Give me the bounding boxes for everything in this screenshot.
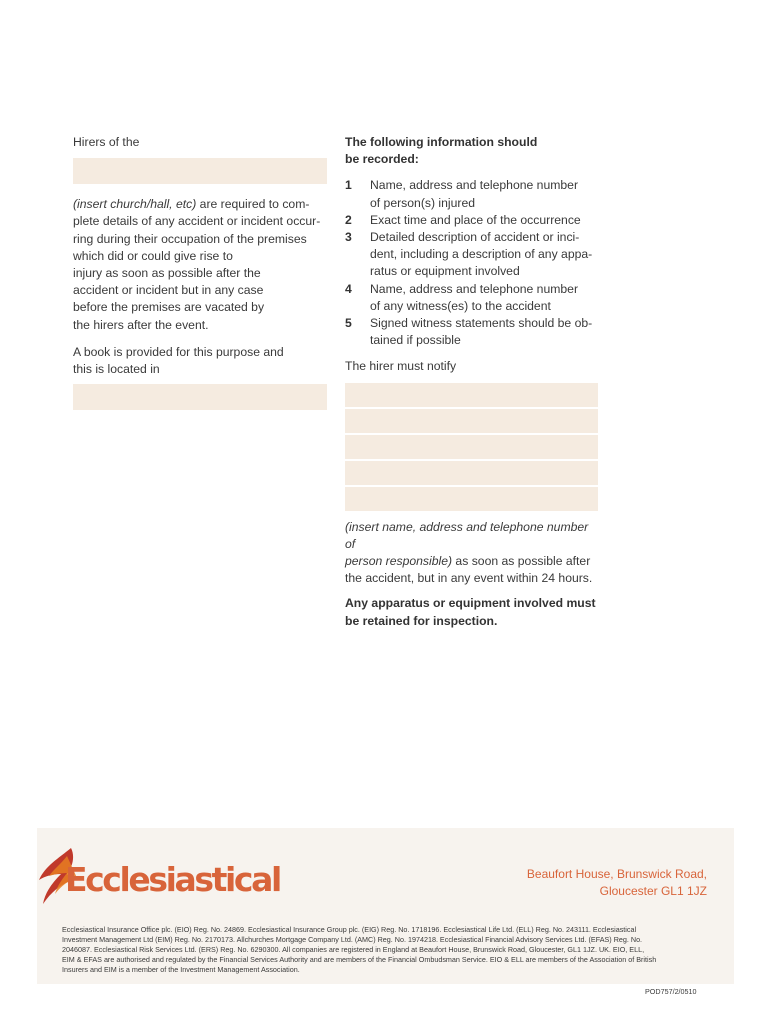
notify-instructions: (insert name, address and telephone number of person responsible) as soon as possible after the accident, but in any event within 24 hours. (345, 519, 593, 586)
ecclesiastical-logo (37, 846, 317, 906)
info-heading: The following information should be recorded: (345, 135, 538, 167)
legal-notice: Ecclesiastical Insurance Office plc. (EIO) Reg. No. 24869. Ecclesiastical Insurance Group plc. (EIG) Reg. No. 1718196. Ecclesiastical Life Ltd. (ELL) Reg. No. 243111. Ecclesiastical Investment Management Ltd (EIM) Reg. No. 2170173. Allchurches Mortgage Company Ltd. (AMC) Reg. No. 1974218. Ecclesiastical Financial Advisory Services Ltd. (EFAS) Reg. No. 2046087. Ecclesiastical Risk Services Ltd. (ERS) Reg. No. 6290300. All companies are registered in England at Beaufort House, Brunswick Road, Gloucester, GL1 1JZ. UK. EIO, ELL, EIM & EFAS are authorised and regulated by the Financial Services Authority and are members of the Financial Ombudsman Service. EIO & ELL are members of the Association of British Insurers and EIM is a member of the Investment Management Association. (62, 925, 657, 974)
responsible-person-field-4[interactable] (345, 461, 598, 485)
list-item: 1 Name, address and telephone number of person(s) injured (345, 178, 578, 210)
logo-wordmark: Ecclesiastical (65, 860, 280, 899)
book-location-field[interactable] (73, 384, 327, 410)
notify-label: The hirer must notify (345, 359, 457, 374)
list-item: 5 Signed witness statements should be ob- tained if possible (345, 316, 593, 348)
book-location-text: A book is provided for this purpose and this is located in (73, 344, 284, 377)
premises-name-field[interactable] (73, 158, 327, 184)
responsible-person-field-5[interactable] (345, 487, 598, 511)
list-item: 4 Name, address and telephone number of any witness(es) to the accident (345, 281, 578, 313)
insert-church-hint: (insert church/hall, etc) (73, 197, 197, 212)
responsible-person-field-3[interactable] (345, 435, 598, 459)
info-list (345, 177, 598, 349)
hirers-of-label: Hirers of the (73, 135, 140, 149)
hirers-instructions: (insert church/hall, etc) are required to com- plete details of any accident or incident occur- ring during their occupation of the premises which did or could give rise to injury as soon as possible after the accident or incident but in any case before the premises are vacated by the hirers after the event. (73, 197, 321, 332)
responsible-person-fields (345, 383, 598, 511)
footer (37, 828, 734, 984)
company-address: Beaufort House, Brunswick Road, Gloucester GL1 1JZ (526, 867, 707, 898)
responsible-person-field-2[interactable] (345, 409, 598, 433)
document-reference: POD757/2/0510 (645, 987, 697, 996)
list-item: 3 Detailed description of accident or inci- dent, including a description of any appa- ratus or equipment involved (345, 230, 593, 279)
responsible-person-field-1[interactable] (345, 383, 598, 407)
left-column (73, 134, 327, 410)
list-item: 2 Exact time and place of the occurrence (345, 212, 581, 227)
retain-equipment-notice: Any apparatus or equipment involved must be retained for inspection. (345, 596, 596, 628)
right-column (345, 134, 598, 630)
